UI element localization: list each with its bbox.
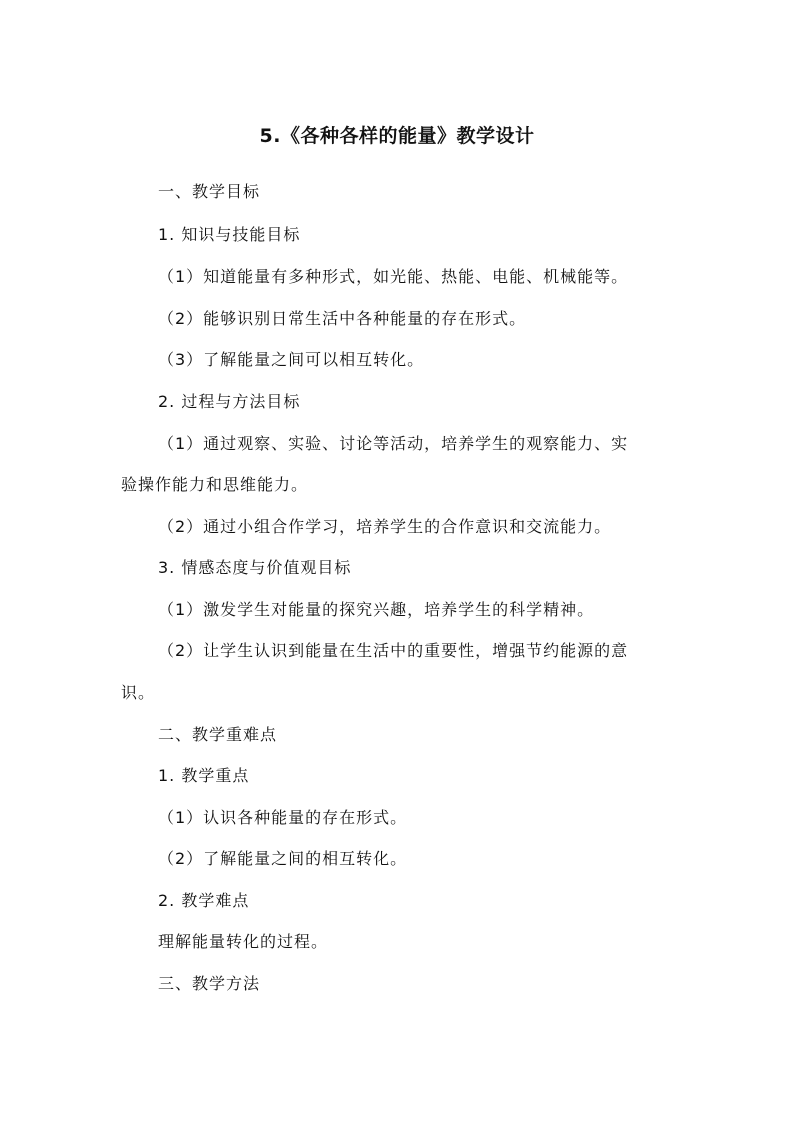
subsection-heading: 2. 教学难点 xyxy=(158,891,250,910)
paragraph-line: 理解能量转化的过程。 xyxy=(158,932,329,951)
paragraph-line: （2）让学生认识到能量在生活中的重要性，增强节约能源的意 xyxy=(158,641,629,660)
paragraph-line: 识。 xyxy=(121,683,156,702)
section-heading: 一、教学目标 xyxy=(158,182,261,201)
subsection-heading: 3. 情感态度与价值观目标 xyxy=(158,558,352,577)
paragraph-line: （1）激发学生对能量的探究兴趣，培养学生的科学精神。 xyxy=(158,600,595,619)
paragraph-line: （2）能够识别日常生活中各种能量的存在形式。 xyxy=(158,309,527,328)
paragraph-line: （2）了解能量之间的相互转化。 xyxy=(158,849,408,868)
paragraph-line: （1）知道能量有多种形式，如光能、热能、电能、机械能等。 xyxy=(158,267,629,286)
paragraph-line: （1）通过观察、实验、讨论等活动，培养学生的观察能力、实 xyxy=(158,434,629,453)
paragraph-line: 验操作能力和思维能力。 xyxy=(121,475,309,494)
subsection-heading: 2. 过程与方法目标 xyxy=(158,392,301,411)
paragraph-line: （3）了解能量之间可以相互转化。 xyxy=(158,350,425,369)
paragraph-line: （2）通过小组合作学习，培养学生的合作意识和交流能力。 xyxy=(158,517,612,536)
subsection-heading: 1. 教学重点 xyxy=(158,766,250,785)
document-title: 5.《各种各样的能量》教学设计 xyxy=(259,125,535,147)
paragraph-line: （1）认识各种能量的存在形式。 xyxy=(158,808,408,827)
section-heading: 三、教学方法 xyxy=(158,974,261,993)
subsection-heading: 1. 知识与技能目标 xyxy=(158,225,301,244)
section-heading: 二、教学重难点 xyxy=(158,725,278,744)
